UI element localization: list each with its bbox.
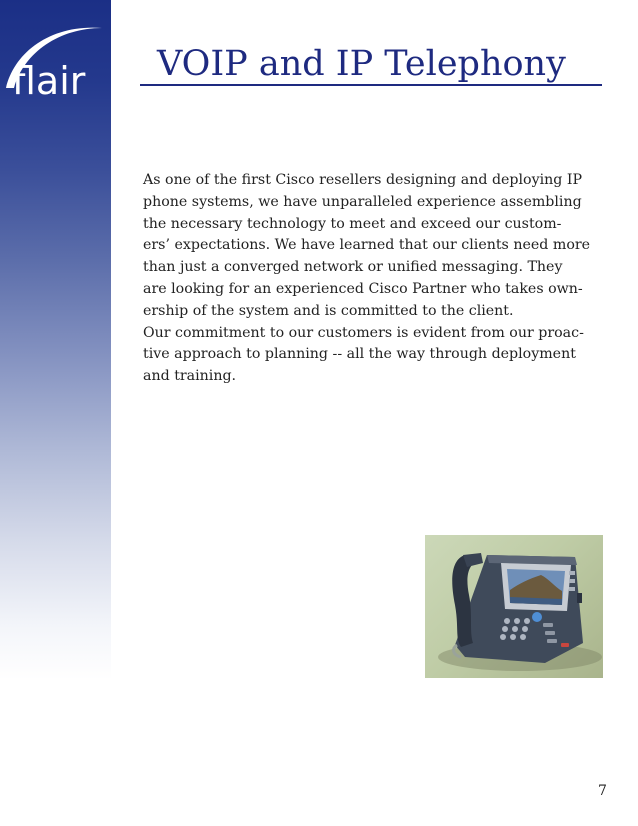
body-line: phone systems, we have unparalleled experience assembling	[143, 193, 582, 210]
body-line: are looking for an experienced Cisco Partner who takes own-	[143, 280, 583, 297]
page-number: 7	[598, 783, 607, 799]
flair-logo	[0, 18, 111, 103]
body-line: and training.	[143, 368, 237, 385]
ip-phone-photo	[425, 535, 603, 678]
body-line: Our commitment to our customers is evident from our proac-	[143, 324, 584, 341]
body-line: the necessary technology to meet and exceed our custom-	[143, 215, 562, 232]
body-paragraph	[143, 170, 605, 388]
body-line: ers’ expectations. We have learned that our clients need more	[143, 237, 591, 254]
body-line: As one of the first Cisco resellers designing and deploying IP	[143, 172, 583, 188]
body-line: than just a converged network or unified messaging. They	[143, 259, 563, 276]
page-title: VOIP and IP Telephony	[157, 44, 566, 84]
ip-phone-icon	[425, 535, 603, 678]
logo-wordmark: flair	[12, 59, 86, 103]
body-line: ership of the system and is committed to the client.	[143, 302, 514, 319]
title-underline	[140, 84, 602, 86]
body-line: tive approach to planning -- all the way through deployment	[143, 346, 576, 363]
